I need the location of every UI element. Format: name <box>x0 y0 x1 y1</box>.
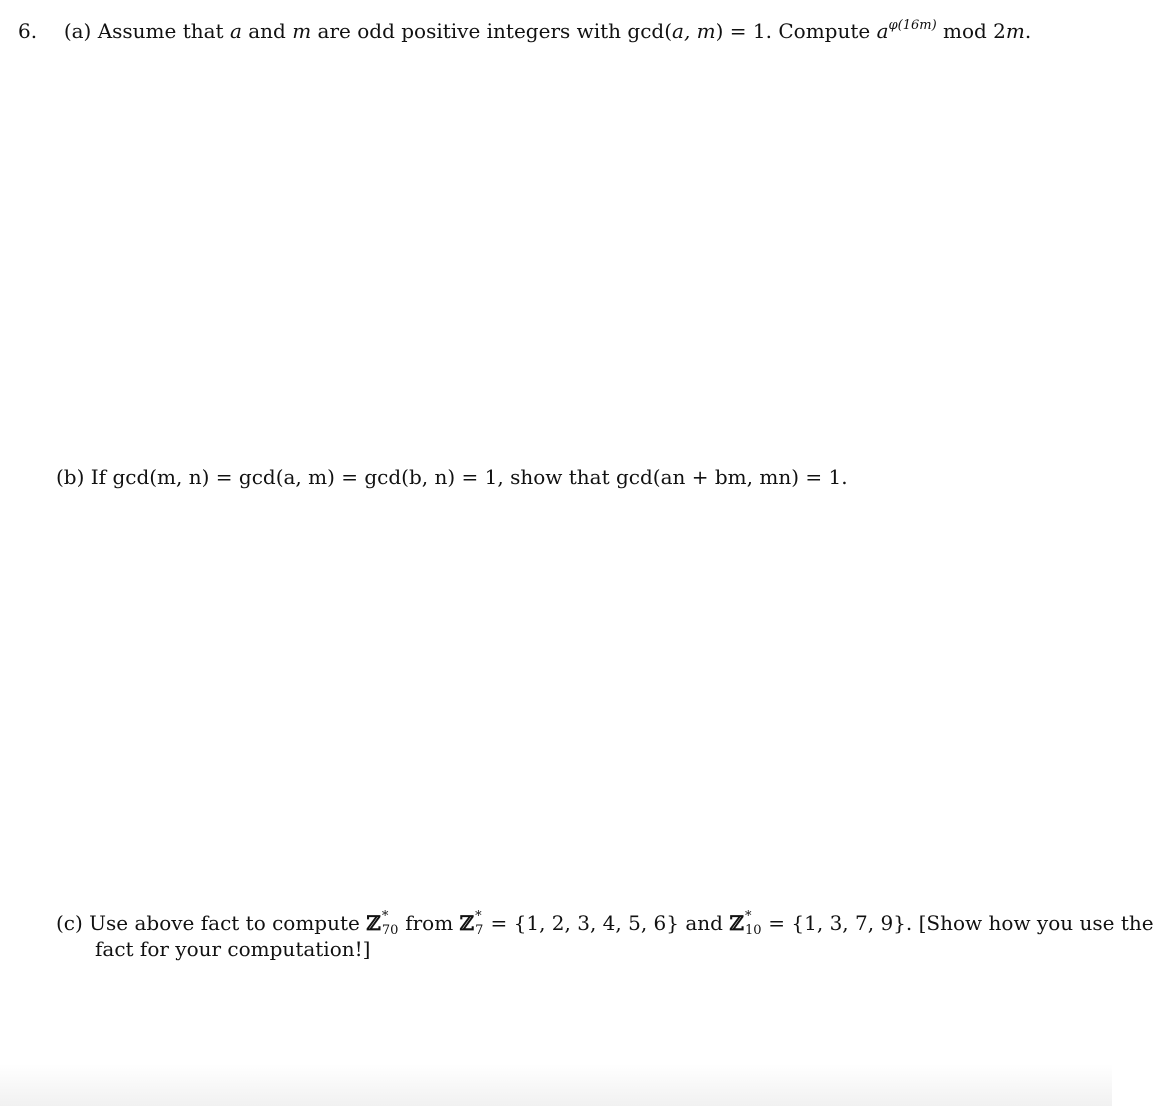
problem-6-part-c-line2 <box>95 936 370 962</box>
part-b-label: (b) <box>56 465 85 489</box>
problem-6-part-c <box>56 910 1154 936</box>
part-a-label: (a) <box>63 19 92 43</box>
part-a-text1: Assume that <box>97 19 224 43</box>
var-m: m <box>292 19 312 43</box>
problem-6-part-a <box>18 18 1031 44</box>
part-c-line2: fact for your computation!] <box>95 937 371 961</box>
set-z7: = {1, 2, 3, 4, 5, 6} <box>490 911 679 935</box>
star-sup-10: * <box>744 909 752 924</box>
set-z10: = {1, 3, 7, 9}. <box>768 911 913 935</box>
z-symbol-7: ℤ <box>459 911 475 935</box>
gcd-args: a, m <box>672 19 716 43</box>
and-word: and <box>248 19 286 43</box>
subscript-10: 10 <box>744 923 762 938</box>
subscript-70: 70 <box>381 923 399 938</box>
problem-number: 6. <box>18 19 38 43</box>
part-a-text3: ) = 1. Compute <box>715 19 871 43</box>
part-c-label: (c) <box>56 911 83 935</box>
power-base: a <box>876 19 889 43</box>
part-a-text2: are odd positive integers with gcd( <box>317 19 673 43</box>
part-c-and: and <box>685 911 723 935</box>
z-symbol-10: ℤ <box>729 911 744 935</box>
star-sup: * <box>381 909 389 924</box>
var-a: a <box>229 19 242 43</box>
z-symbol: ℤ <box>366 911 381 935</box>
bottom-fade <box>0 1064 1112 1106</box>
period: . <box>1024 19 1032 43</box>
part-c-text1: Use above fact to compute <box>89 911 360 935</box>
part-c-text4: [Show how you use the <box>918 911 1154 935</box>
subscript-7: 7 <box>475 923 484 938</box>
power-exponent: φ(16m) <box>888 18 937 33</box>
problem-6-part-b <box>56 464 848 490</box>
part-c-from: from <box>405 911 454 935</box>
star-sup-7: * <box>475 909 482 924</box>
mod-var: m <box>1005 19 1025 43</box>
mod-expression: mod 2 <box>943 19 1006 43</box>
part-b-text: If gcd(m, n) = gcd(a, m) = gcd(b, n) = 1, show that gcd(an + bm, mn) = 1. <box>90 465 848 489</box>
